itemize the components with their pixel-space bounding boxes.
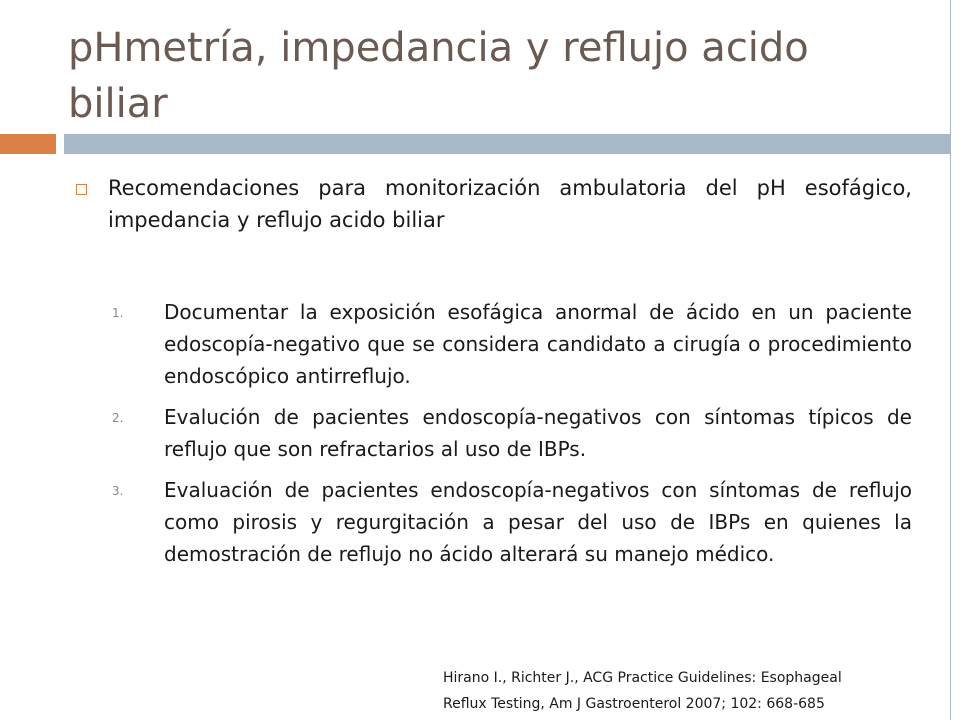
title-underline-bar (64, 134, 950, 154)
square-bullet-icon (76, 184, 87, 195)
list-item (112, 401, 912, 465)
list-item (112, 474, 912, 570)
main-bullet (76, 172, 912, 236)
list-item-text: Documentar la exposición esofágica anormal de ácido en un paciente edoscopía-negativo que se considera candidato a cirugía o procedimiento endoscópico antirreflujo. (164, 300, 912, 388)
citation-line-2: Reflux Testing, Am J Gastroenterol 2007; 102: 668-685 (443, 696, 825, 712)
title-accent-bar (0, 134, 56, 154)
list-item (112, 296, 912, 392)
list-number: 1. (112, 306, 124, 320)
right-border-line (950, 0, 951, 720)
main-bullet-text: Recomendaciones para monitorización ambulatoria del pH esofágico, impedancia y reflujo acido biliar (108, 176, 912, 232)
citation-line-1: Hirano I., Richter J., ACG Practice Guidelines: Esophageal (443, 670, 842, 686)
citation (443, 665, 943, 717)
list-number: 2. (112, 411, 124, 425)
list-item-text: Evalución de pacientes endoscopía-negativos con síntomas típicos de reflujo que son refractarios al uso de IBPs. (164, 405, 912, 461)
slide-title: pHmetría, impedancia y reflujo acido biliar (68, 25, 809, 127)
list-number: 3. (112, 484, 124, 498)
list-item-text: Evaluación de pacientes endoscopía-negativos con síntomas de reflujo como pirosis y regurgitación a pesar del uso de IBPs en quienes la demostración de reflujo no ácido alterará su manejo médico. (164, 478, 912, 566)
recommendations-list (112, 296, 912, 579)
